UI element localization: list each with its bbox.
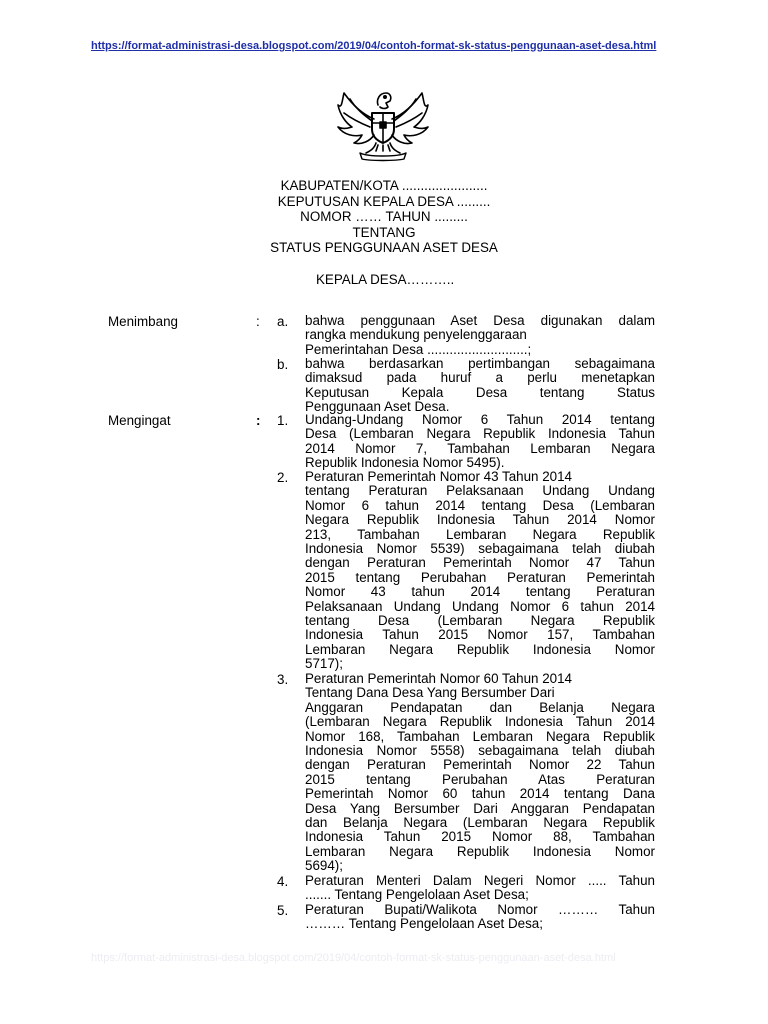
menimbang-marker-b: b.: [277, 357, 289, 372]
text-line: Nomor 43 tahun 2014 tentang Peraturan: [305, 584, 655, 600]
menimbang-colon: :: [256, 314, 260, 329]
text-line: dengan Peraturan Pemerintah Nomor 22 Tahun: [305, 757, 655, 773]
text-line: Nomor 168, Tambahan Lembaran Negara Republik: [305, 728, 655, 744]
decree-title-line: KEPUTUSAN KEPALA DESA .........: [277, 193, 491, 209]
text-line: Pelaksanaan Undang Undang Nomor 6 tahun 2014: [305, 598, 655, 614]
mengingat-item-5: [305, 903, 655, 932]
decree-number-line: NOMOR …… TAHUN .........: [300, 209, 468, 225]
text-line: Tentang Dana Desa Yang Bersumber Dari: [305, 685, 555, 701]
text-line: Peraturan Pemerintah Nomor 60 Tahun 2014: [305, 671, 572, 686]
text-line: tentang Desa (Lembaran Negara Republik: [305, 613, 655, 629]
text-line: 2015 tentang Perubahan Peraturan Pemerintah: [305, 569, 655, 585]
text-line: rangka mendukung penyelenggaraan: [305, 327, 527, 343]
mengingat-item-4: [305, 874, 655, 903]
text-line: Peraturan Pemerintah Nomor 43 Tahun 2014: [305, 469, 572, 484]
text-line: bahwa penggunaan Aset Desa digunakan dalam: [305, 313, 655, 328]
text-line: Desa Yang Bersumber Dari Anggaran Pendapatan: [305, 800, 655, 816]
mengingat-item-3: [305, 672, 655, 874]
text-line: 5694);: [305, 858, 343, 874]
regency-line: KABUPATEN/KOTA .......................: [280, 178, 488, 193]
text-line: Keputusan Kepala Desa tentang Status: [305, 384, 655, 400]
text-line: Indonesia Nomor 5558) sebagaimana telah diubah: [305, 743, 655, 759]
garuda-emblem-icon: [330, 83, 436, 163]
text-line: (Lembaran Negara Republik Indonesia Tahun 2014: [305, 714, 655, 730]
decree-heading: [0, 178, 768, 256]
text-line: Pemerintahan Desa ...........................;: [305, 341, 532, 357]
mengingat-colon: :: [256, 413, 261, 428]
decree-subject-line: STATUS PENGGUNAAN ASET DESA: [270, 240, 498, 256]
text-line: ....... Tentang Pengelolaan Aset Desa;: [305, 887, 529, 903]
text-line: Lembaran Negara Republik Indonesia Nomor: [305, 641, 655, 657]
text-line: dimaksud pada huruf a perlu menetapkan: [305, 370, 655, 386]
menimbang-item-b: [305, 357, 655, 415]
text-line: dan Belanja Negara (Lembaran Negara Republik: [305, 815, 655, 831]
text-line: Pemerintah Nomor 60 tahun 2014 tentang Dana: [305, 786, 655, 802]
mengingat-marker-3: 3.: [277, 672, 289, 687]
mengingat-marker-4: 4.: [277, 874, 289, 889]
mengingat-marker-1: 1.: [277, 413, 289, 428]
text-line: Peraturan Bupati/Walikota Nomor ……… Tahun: [305, 902, 655, 917]
text-line: Republik Indonesia Nomor 5495).: [305, 455, 505, 471]
text-line: Penggunaan Aset Desa.: [305, 399, 450, 415]
village-head-title: KEPALA DESA………..: [316, 272, 455, 287]
mengingat-item-2: [305, 470, 655, 672]
text-line: Undang-Undang Nomor 6 Tahun 2014 tentang: [305, 412, 655, 427]
text-line: 2015 tentang Perubahan Atas Peraturan: [305, 771, 655, 787]
text-line: Negara Republik Indonesia Tahun 2014 Nomor: [305, 512, 655, 528]
text-line: Indonesia Nomor 5539) sebagaimana telah diubah: [305, 541, 655, 557]
text-line: tentang Peraturan Pelaksanaan Undang Undang: [305, 483, 655, 499]
mengingat-label: Mengingat: [108, 413, 171, 428]
mengingat-marker-2: 2.: [277, 470, 289, 485]
text-line: bahwa berdasarkan pertimbangan sebagaimana: [305, 356, 655, 371]
text-line: 2014 Nomor 7, Tambahan Lembaran Negara: [305, 440, 655, 456]
source-link[interactable]: https://format-administrasi-desa.blogspot.com/2019/04/contoh-format-sk-status-penggunaan-aset-desa.html: [91, 40, 657, 52]
text-line: 213, Tambahan Lembaran Negara Republik: [305, 526, 655, 542]
mengingat-marker-5: 5.: [277, 903, 289, 918]
text-line: Indonesia Tahun 2015 Nomor 157, Tambahan: [305, 627, 655, 643]
menimbang-marker-a: a.: [277, 314, 289, 329]
menimbang-label: Menimbang: [108, 314, 178, 329]
text-line: Desa (Lembaran Negara Republik Indonesia Tahun: [305, 426, 655, 442]
menimbang-item-a: [305, 314, 655, 357]
mengingat-item-1: [305, 413, 655, 471]
text-line: dengan Peraturan Pemerintah Nomor 47 Tahun: [305, 555, 655, 571]
text-line: Anggaran Pendapatan dan Belanja Negara: [305, 699, 655, 715]
text-line: ……… Tentang Pengelolaan Aset Desa;: [305, 916, 543, 932]
text-line: 5717);: [305, 656, 343, 672]
text-line: Nomor 6 tahun 2014 tentang Desa (Lembaran: [305, 497, 655, 513]
footer-watermark: https://format-administrasi-desa.blogspot.com/2019/04/contoh-format-sk-status-penggunaan-aset-desa.html: [91, 952, 616, 964]
text-line: Peraturan Menteri Dalam Negeri Nomor ..... Tahun: [305, 873, 655, 888]
text-line: Lembaran Negara Republik Indonesia Nomor: [305, 843, 655, 859]
text-line: Indonesia Tahun 2015 Nomor 88, Tambahan: [305, 829, 655, 845]
about-line: TENTANG: [352, 224, 416, 240]
